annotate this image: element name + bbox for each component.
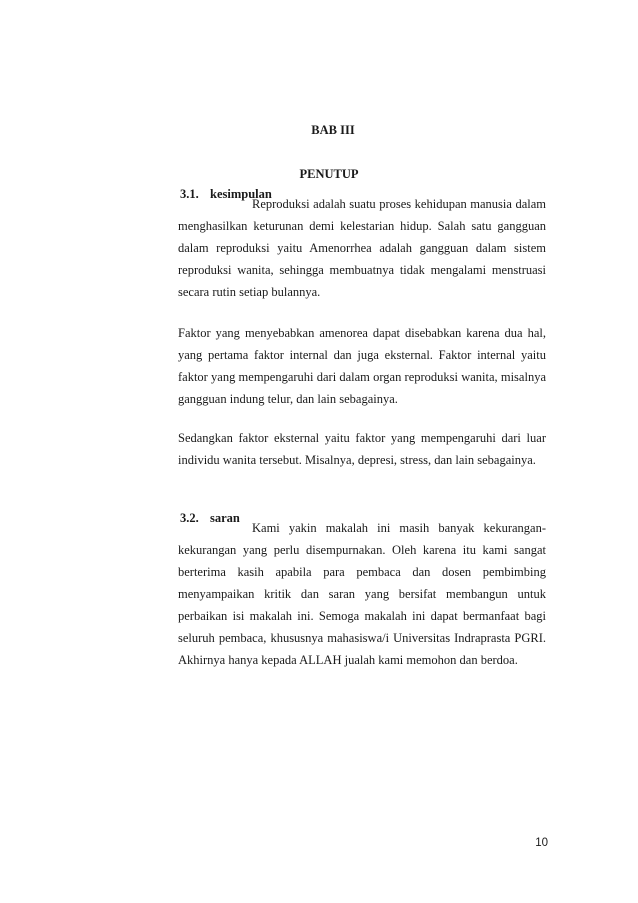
paragraph-kesimpulan-1: Reproduksi adalah suatu proses kehidupan manusia dalam menghasilkan keturunan demi kelestarian hidup. Salah satu gangguan dalam reproduksi yaitu Amenorrhea adalah gangguan dalam sistem reproduksi wanita, sehingga membuatnya tidak mengalami menstruasi secara rutin setiap bulannya. xyxy=(178,197,546,299)
paragraph-kesimpulan-2: Faktor yang menyebabkan amenorea dapat disebabkan karena dua hal, yang pertama faktor internal dan juga eksternal. Faktor internal yaitu faktor yang mempengaruhi dari dalam organ reproduksi wanita, misalnya gangguan indung telur, dan lain sebagainya. xyxy=(178,326,546,406)
chapter-label: BAB III xyxy=(311,123,355,137)
page-number: 10 xyxy=(535,837,548,849)
section-number: 3.2. xyxy=(180,511,199,525)
section-number: 3.1. xyxy=(180,187,199,201)
chapter-title: PENUTUP xyxy=(299,167,359,181)
section-title: saran xyxy=(210,511,240,525)
paragraph-kesimpulan-3: Sedangkan faktor eksternal yaitu faktor yang mempengaruhi dari luar individu wanita tersebut. Misalnya, depresi, stress, dan lain sebagainya. xyxy=(178,431,546,467)
section-title: kesimpulan xyxy=(210,187,272,201)
paragraph-saran-1: Kami yakin makalah ini masih banyak kekurangan-kekurangan yang perlu disempurnakan. Oleh karena itu kami sangat berterima kasih apabila para pembaca dan dosen pembimbing menyampaikan kritik dan saran yang bersifat membangun untuk perbaikan isi makalah ini. Semoga makalah ini dapat bermanfaat bagi seluruh pembaca, khususnya mahasiswa/i Universitas Indraprasta PGRI. Akhirnya hanya kepada ALLAH jualah kami memohon dan berdoa. xyxy=(178,521,546,667)
